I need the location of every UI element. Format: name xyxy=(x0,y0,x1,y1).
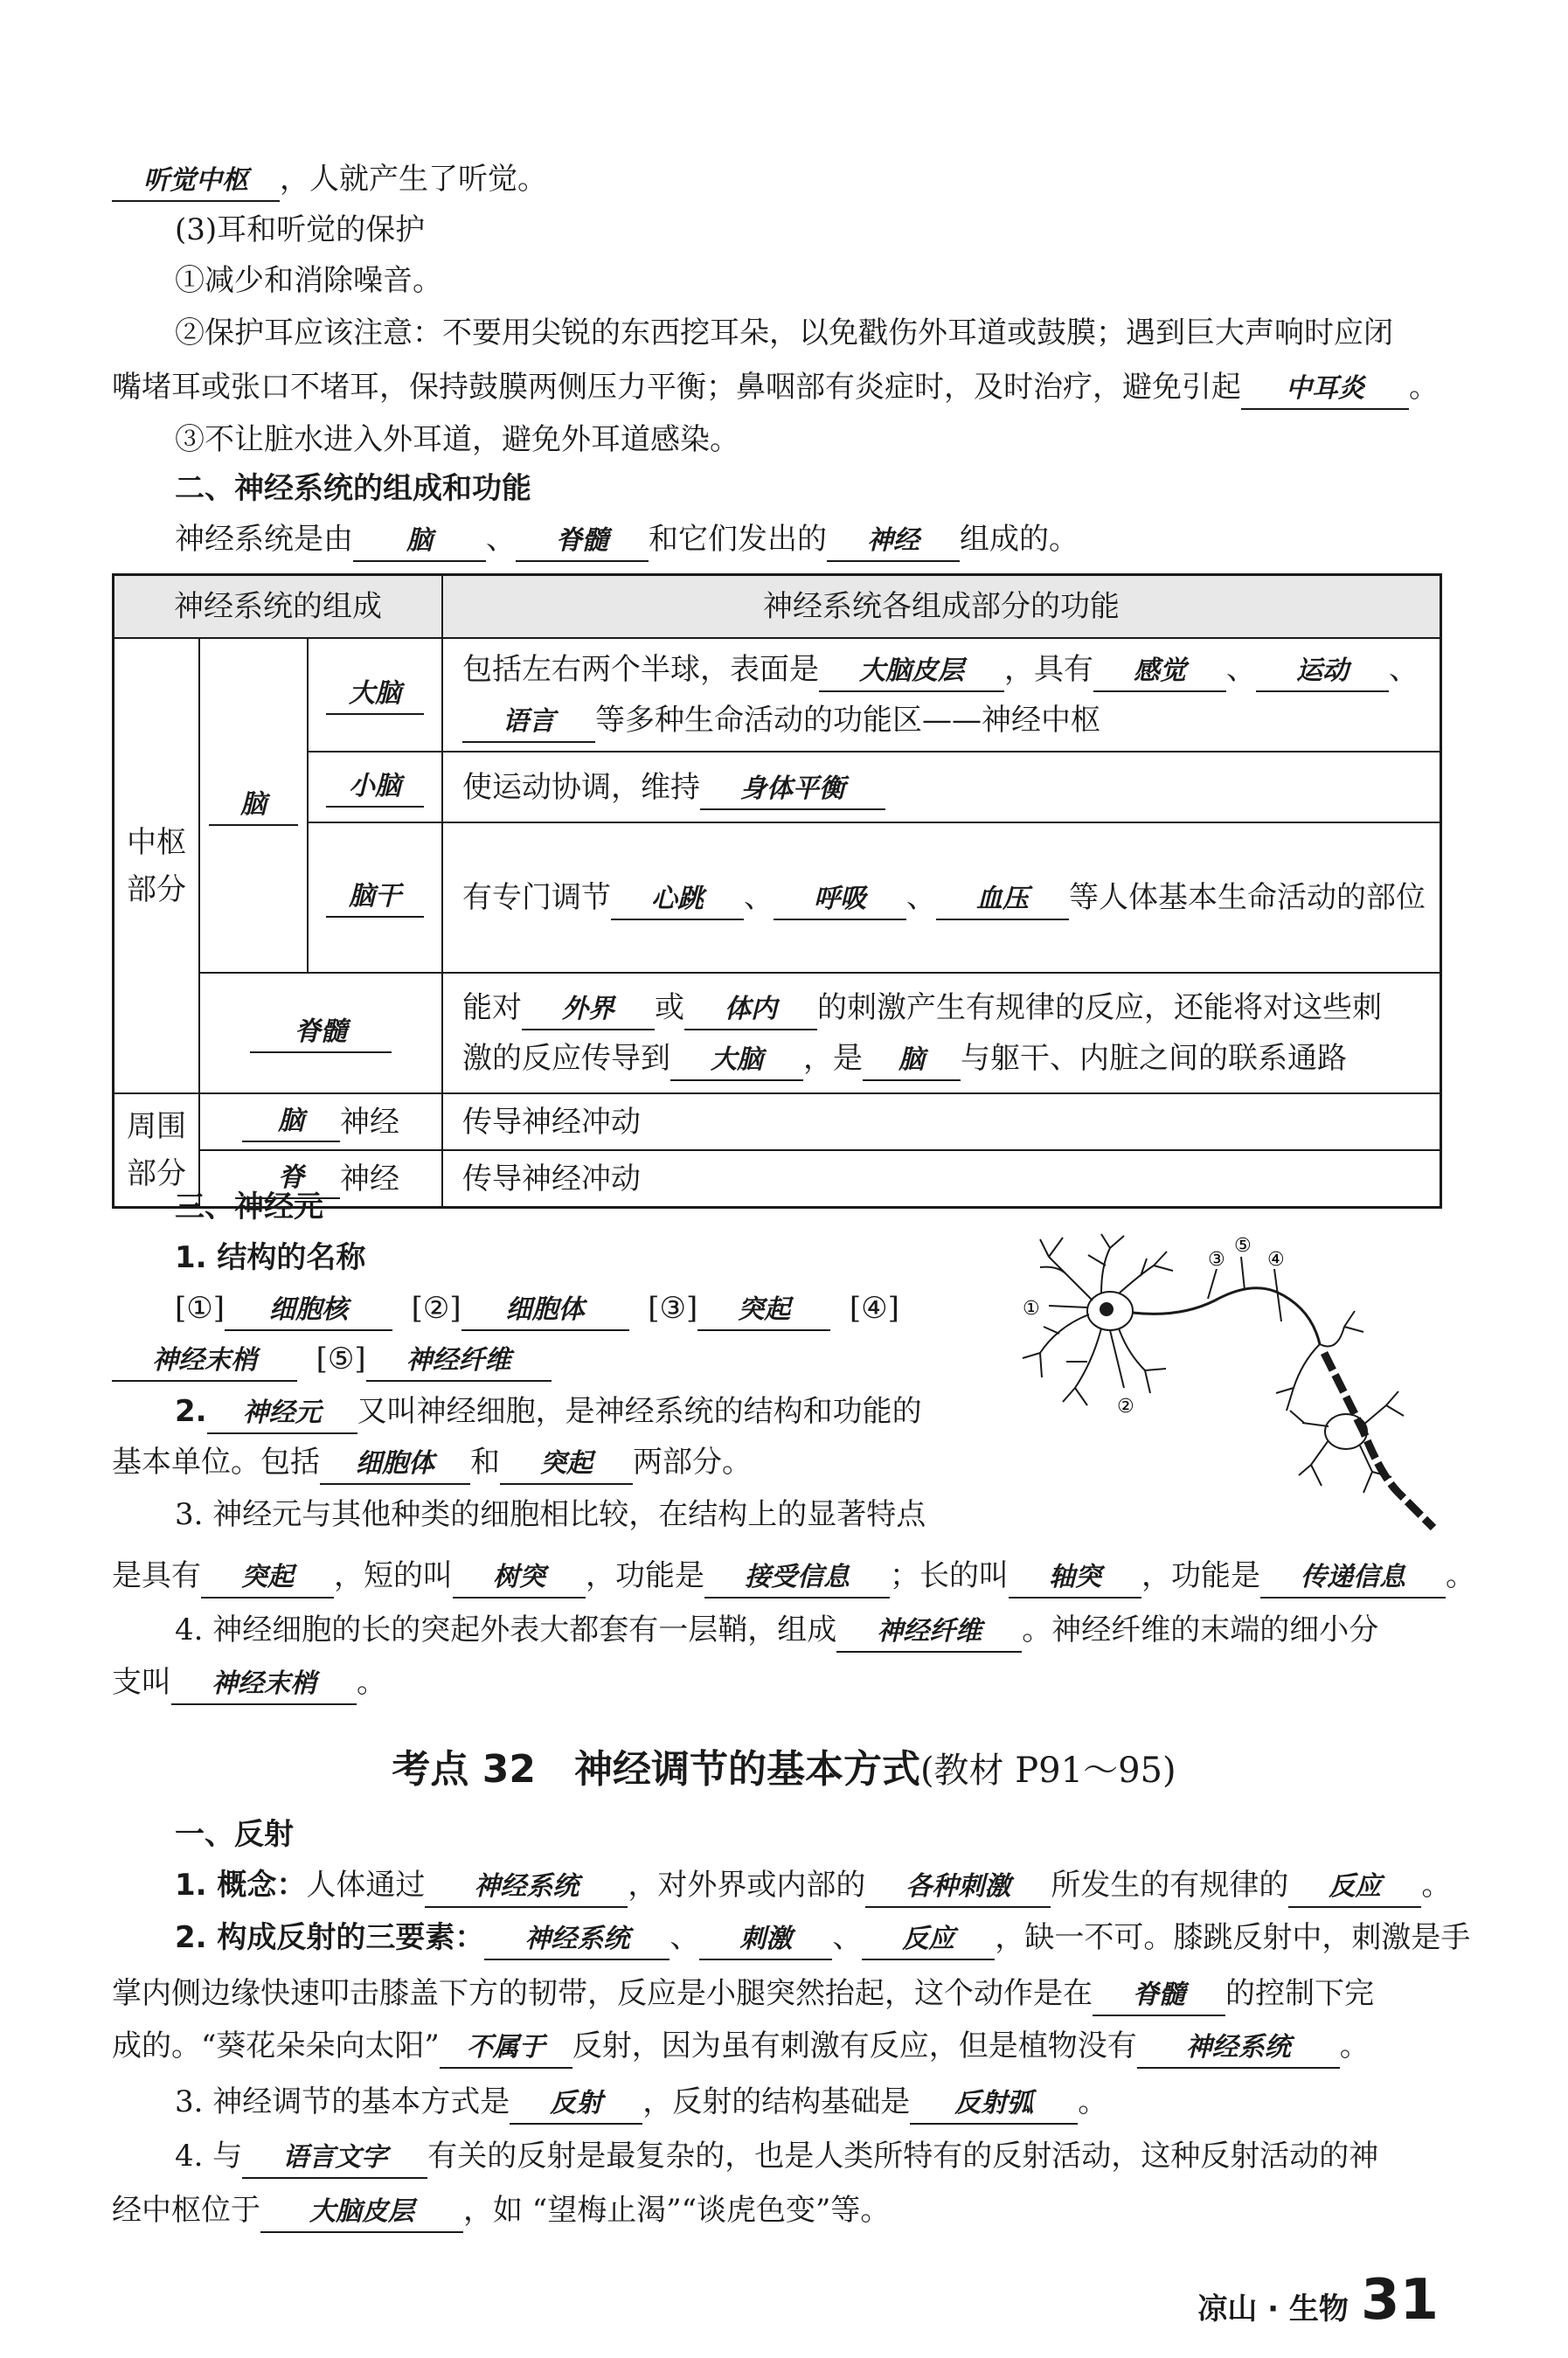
answer-blank: 接受信息 xyxy=(704,1558,890,1599)
answer-blank: 脊髓 xyxy=(250,1013,392,1053)
answer-blank: 神经元 xyxy=(207,1394,357,1434)
text: 、 xyxy=(832,1920,863,1955)
answer-blank: 细胞体 xyxy=(320,1445,470,1485)
text: 人体通过 xyxy=(306,1868,426,1903)
leader-4 xyxy=(1274,1269,1281,1321)
text: 组成的。 xyxy=(960,522,1079,557)
answer-blank: 不属于 xyxy=(440,2029,572,2069)
leader-2 xyxy=(1110,1330,1124,1388)
answer-blank: 神经末梢 xyxy=(112,1342,297,1382)
text: 2. xyxy=(175,1394,207,1429)
answer-blank: 脑 xyxy=(242,1102,340,1142)
text: 的控制下完 xyxy=(1225,1976,1374,2011)
answer-blank: 外界 xyxy=(522,990,655,1030)
label-3: ③ xyxy=(1208,1249,1225,1271)
answer-blank: 传递信息 xyxy=(1260,1558,1446,1599)
text: 包括左右两个半球，表面是 xyxy=(462,652,819,687)
text: 。 xyxy=(1078,2084,1108,2119)
answer-blank: 中耳炎 xyxy=(1241,370,1409,410)
subheading-ear-protection: (3)耳和听觉的保护 xyxy=(175,212,426,247)
answer-blank: 体内 xyxy=(684,990,817,1030)
neuron-structure-title: 1. 结构的名称 xyxy=(175,1240,366,1275)
text: ，人就产生了听觉。 xyxy=(280,162,547,197)
text: 使运动协调，维持 xyxy=(462,769,700,805)
brain-cell xyxy=(200,639,307,972)
central-part-label xyxy=(114,639,198,1092)
text: 激的反应传导到 xyxy=(462,1041,670,1076)
text: 的刺激产生有规律的反应，还能将对这些刺 xyxy=(817,990,1382,1025)
cerebrum-cell xyxy=(309,639,441,751)
text: 反射，因为虽有刺激有反应，但是植物没有 xyxy=(572,2029,1137,2063)
text: 又叫神经细胞，是神经系统的结构和功能的 xyxy=(357,1394,922,1429)
text: 能对 xyxy=(462,990,522,1025)
answer-blank: 突起 xyxy=(697,1291,830,1331)
answer-blank: 反射 xyxy=(510,2084,642,2125)
nervous-system-table xyxy=(112,573,1442,1209)
section-heading-reflex: 一、反射 xyxy=(175,1817,294,1852)
answer-blank: 大脑皮层 xyxy=(819,652,1004,692)
section-heading-neuron: 三、神经元 xyxy=(175,1189,323,1224)
answer-blank: 神经纤维 xyxy=(836,1612,1022,1653)
answer-blank: 大脑 xyxy=(326,675,424,715)
nerve-ending xyxy=(1276,1311,1363,1411)
text: [③] xyxy=(648,1291,698,1326)
answer-blank: 脊 xyxy=(242,1159,340,1199)
line-hearing xyxy=(112,154,1440,205)
table-header-function: 神经系统各组成部分的功能 xyxy=(443,576,1440,637)
answer-blank: 脑干 xyxy=(326,877,424,918)
text: 。 xyxy=(1409,370,1439,405)
answer-blank: 突起 xyxy=(500,1445,633,1485)
neuron-point-4 xyxy=(175,1605,1440,1655)
pointer-line xyxy=(1049,1306,1087,1307)
text: 是具有 xyxy=(112,1558,201,1593)
text: 传导神经冲动 xyxy=(462,1104,641,1140)
reflex-point-2-cont2 xyxy=(112,2021,1440,2071)
text: 、 xyxy=(486,522,516,557)
text: ，缺一不可。膝跳反射中，刺激是手 xyxy=(995,1920,1471,1955)
reflex-point-2-cont xyxy=(112,1968,1440,2019)
item-1: ①减少和消除噪音。 xyxy=(175,263,442,298)
neuron-point-4-cont xyxy=(112,1657,1440,1708)
label-4: ④ xyxy=(1267,1249,1285,1271)
answer-blank: 各种刺激 xyxy=(865,1868,1051,1908)
text: 中枢 xyxy=(127,824,186,860)
answer-blank: 突起 xyxy=(201,1558,334,1599)
nerve-fiber xyxy=(1324,1353,1433,1528)
label-5: ⑤ xyxy=(1234,1235,1252,1257)
text: 、 xyxy=(1226,652,1256,687)
reflex-point-1 xyxy=(175,1860,1452,1911)
dendrite xyxy=(1023,1314,1089,1377)
reflex-point-3 xyxy=(175,2077,1440,2127)
dendrite xyxy=(1063,1328,1101,1405)
answer-blank: 轴突 xyxy=(1009,1558,1141,1599)
topic-32-title xyxy=(0,1737,1568,1793)
text: 。 xyxy=(357,1665,386,1700)
text: 4. 神经细胞的长的突起外表大都套有一层鞘，组成 xyxy=(175,1612,837,1647)
text: ，如 “望梅止渴”“谈虎色变”等。 xyxy=(463,2193,891,2228)
answer-blank: 脑 xyxy=(863,1041,961,1081)
cerebellum-cell xyxy=(309,752,441,822)
answer-blank: 神经 xyxy=(827,522,960,562)
dendrite xyxy=(1119,1328,1166,1393)
cranial-nerve-cell xyxy=(200,1094,441,1149)
page-footer xyxy=(1197,2268,1439,2333)
neuron-labels-row1 xyxy=(175,1283,1014,1334)
text: 。 xyxy=(1446,1558,1475,1593)
answer-blank: 细胞核 xyxy=(225,1291,392,1331)
text: 考点 32 神经调节的基本方式 xyxy=(392,1747,920,1792)
answer-blank: 细胞体 xyxy=(461,1291,629,1331)
answer-blank: 刺激 xyxy=(699,1920,832,1960)
answer-blank: 脑 xyxy=(353,522,486,562)
answer-blank: 树突 xyxy=(453,1558,586,1599)
answer-blank: 神经纤维 xyxy=(366,1342,552,1382)
reflex-point-4-cont xyxy=(112,2185,1440,2236)
answer-blank: 语言文字 xyxy=(242,2139,427,2179)
text: (教材 P91～95) xyxy=(919,1751,1176,1791)
text: 部分 xyxy=(127,871,186,907)
item-2-cont xyxy=(112,362,1440,413)
text: 或 xyxy=(655,990,684,1025)
item-3: ③不让脏水进入外耳道，避免外耳道感染。 xyxy=(175,422,739,457)
text: 和 xyxy=(470,1445,500,1480)
text: 等人体基本生命活动的部位 xyxy=(1069,880,1426,915)
text: 掌内侧边缘快速叩击膝盖下方的韧带，反应是小腿突然抬起，这个动作是在 xyxy=(112,1976,1093,2011)
text: 、 xyxy=(670,1920,700,1955)
neuron-diagram xyxy=(979,1231,1451,1554)
item-2: ②保护耳应该注意：不要用尖锐的东西挖耳朵，以免戳伤外耳道或鼓膜；遇到巨大声响时应闭 xyxy=(175,316,1393,350)
text: 、 xyxy=(1389,652,1419,687)
answer-blank: 神经系统 xyxy=(1137,2029,1340,2069)
footer-label: 凉山 · 生物 xyxy=(1197,2292,1349,2327)
text: 等多种生命活动的功能区——神经中枢 xyxy=(595,703,1100,738)
text: [⑤] xyxy=(316,1342,366,1377)
answer-blank: 小脑 xyxy=(326,767,424,808)
table-header-composition: 神经系统的组成 xyxy=(114,576,441,637)
page-number: 31 xyxy=(1360,2268,1439,2333)
spinal-cord-cell xyxy=(200,974,441,1092)
answer-blank: 心跳 xyxy=(611,880,744,920)
text: 、 xyxy=(744,880,774,915)
brainstem-function xyxy=(443,823,1440,972)
answer-blank: 听觉中枢 xyxy=(112,162,280,202)
leader-5 xyxy=(1241,1257,1245,1290)
answer-blank: 语言 xyxy=(462,703,595,743)
answer-blank: 大脑皮层 xyxy=(260,2193,463,2233)
text: ，是 xyxy=(803,1041,863,1076)
text: 嘴堵耳或张口不堵耳，保持鼓膜两侧压力平衡；鼻咽部有炎症时，及时治疗，避免引起 xyxy=(112,370,1241,405)
spinal-cord-function xyxy=(443,974,1440,1092)
reflex-point-2 xyxy=(175,1912,1471,1963)
section-heading-nervous-system: 二、神经系统的组成和功能 xyxy=(175,471,531,506)
text: ，对外界或内部的 xyxy=(628,1868,866,1903)
text: 周围 xyxy=(127,1109,186,1144)
axon xyxy=(1133,1288,1320,1344)
reflex-point-4 xyxy=(175,2131,1440,2181)
answer-blank: 神经系统 xyxy=(425,1868,628,1908)
answer-blank: 脑 xyxy=(209,786,298,826)
text: 基本单位。包括 xyxy=(112,1445,320,1480)
text: [①] xyxy=(175,1291,225,1326)
answer-blank: 感觉 xyxy=(1093,652,1226,692)
text: 有专门调节 xyxy=(462,880,611,915)
text: 。 xyxy=(1339,2029,1370,2063)
nucleus xyxy=(1100,1303,1113,1315)
text: 、 xyxy=(906,880,936,915)
text: 部分 xyxy=(127,1156,186,1191)
answer-blank: 呼吸 xyxy=(774,880,906,920)
text: 两部分。 xyxy=(633,1445,752,1480)
text: 神经系统是由 xyxy=(175,522,353,557)
text: 。 xyxy=(1421,1868,1452,1903)
answer-blank: 神经末梢 xyxy=(171,1665,357,1705)
text: ，功能是 xyxy=(586,1558,704,1593)
neuron-point-2 xyxy=(175,1386,1014,1437)
text: 支叫 xyxy=(112,1665,171,1700)
text: 4. 与 xyxy=(175,2139,243,2174)
answer-blank: 运动 xyxy=(1256,652,1389,692)
dendrite xyxy=(1119,1252,1173,1293)
answer-blank: 反应 xyxy=(1288,1868,1421,1908)
dendrite xyxy=(1040,1238,1093,1300)
text: 1. 概念： xyxy=(175,1868,307,1903)
text: [②] xyxy=(411,1291,461,1326)
text: [④] xyxy=(849,1291,899,1326)
answer-blank: 大脑 xyxy=(670,1041,803,1081)
label-2: ② xyxy=(1117,1396,1134,1418)
cranial-nerve-function xyxy=(443,1094,1440,1149)
text: ，短的叫 xyxy=(334,1558,453,1593)
text: 2. 构成反射的三要素： xyxy=(175,1920,485,1955)
text: 经中枢位于 xyxy=(112,2193,260,2228)
answer-blank: 脊髓 xyxy=(1093,1976,1225,2016)
answer-blank: 神经系统 xyxy=(484,1920,670,1960)
neuron-point-2-cont xyxy=(112,1437,951,1488)
text: 与躯干、内脏之间的联系通路 xyxy=(961,1041,1347,1076)
text: 3. 神经调节的基本方式是 xyxy=(175,2084,510,2119)
brainstem-cell xyxy=(309,823,441,972)
text: 成的。“葵花朵朵向太阳” xyxy=(112,2029,440,2063)
neuron-point-3: 3. 神经元与其他种类的细胞相比较，在结构上的显著特点 xyxy=(175,1497,926,1532)
text: 有关的反射是最复杂的，也是人类所特有的反射活动，这种反射活动的神 xyxy=(427,2139,1379,2174)
text: ，具有 xyxy=(1004,652,1093,687)
cerebellum-function xyxy=(443,752,1440,822)
text: 所发生的有规律的 xyxy=(1051,1868,1289,1903)
answer-blank: 身体平衡 xyxy=(700,770,885,810)
label-1: ① xyxy=(1023,1298,1040,1320)
nervous-system-intro xyxy=(175,514,1440,565)
answer-blank: 反应 xyxy=(862,1920,995,1960)
neuron-point-3-cont xyxy=(112,1550,1475,1601)
text: 和它们发出的 xyxy=(649,522,827,557)
text: 神经 xyxy=(340,1104,399,1140)
text: ，反射的结构基础是 xyxy=(642,2084,911,2119)
text: ，功能是 xyxy=(1141,1558,1260,1593)
cerebrum-function xyxy=(443,639,1440,751)
neuron-labels-row2 xyxy=(112,1334,951,1384)
text: ；长的叫 xyxy=(890,1558,1009,1593)
answer-blank: 脊髓 xyxy=(516,522,649,562)
answer-blank: 血压 xyxy=(936,880,1069,920)
text: 传导神经冲动 xyxy=(462,1161,641,1196)
leader-3 xyxy=(1208,1269,1217,1299)
text: 神经 xyxy=(340,1161,399,1196)
answer-blank: 反射弧 xyxy=(910,2084,1078,2125)
dendrite xyxy=(1088,1234,1124,1293)
text: 。神经纤维的末端的细小分 xyxy=(1022,1612,1379,1647)
